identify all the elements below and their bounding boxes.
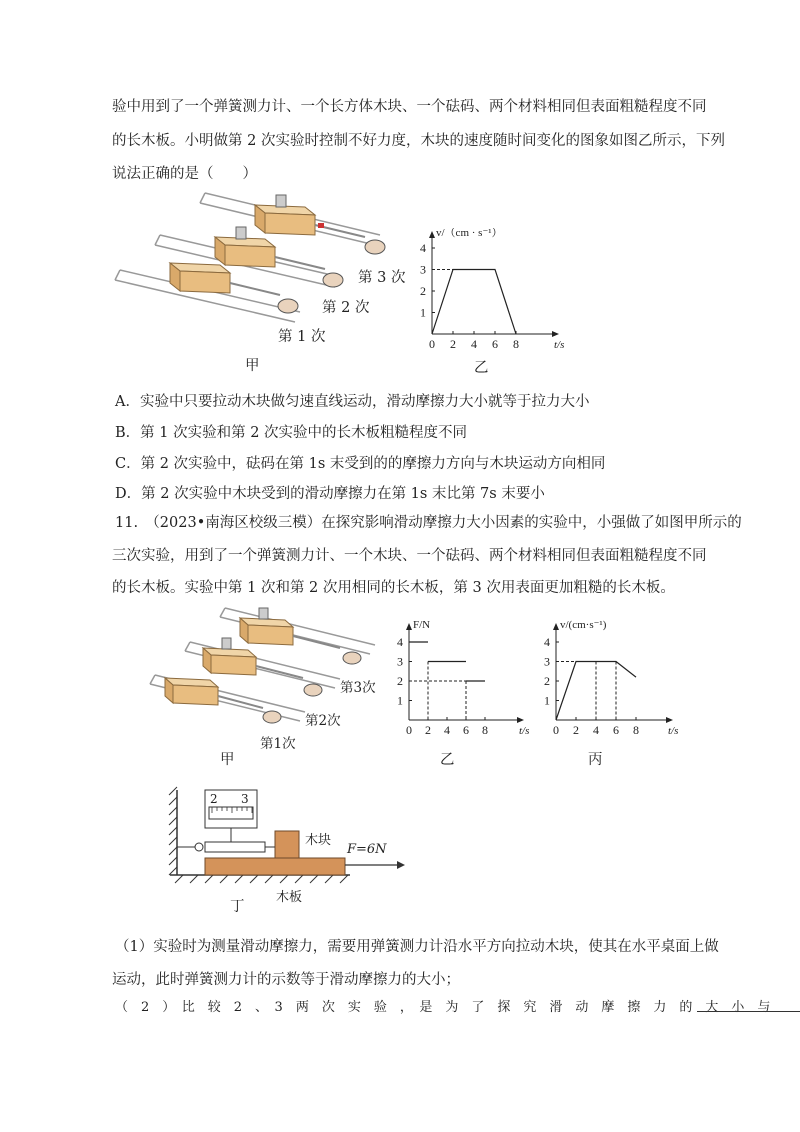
- x-tick-label: 0: [406, 723, 412, 737]
- fig2-caption-yi: 乙: [440, 752, 455, 768]
- intro-line-2: 的长木板。小明做第 2 次实验时控制不好力度，木块的速度随时间变化的图象如图乙所示，下列: [112, 133, 725, 149]
- y-axis-arrow: [553, 623, 559, 630]
- y-axis-label: v/（cm · s⁻¹）: [436, 228, 503, 239]
- fig2-caption-bing: 丙: [588, 752, 603, 768]
- fig2-apparatus: [145, 600, 385, 750]
- fig1-trial-1-label: 第 1 次: [278, 329, 326, 345]
- x-axis-arrow: [666, 717, 673, 723]
- series-line: [432, 270, 516, 335]
- fig2-trial-1-label: 第1次: [260, 736, 296, 752]
- x-axis-label: t/s: [554, 339, 565, 351]
- fig1-trial-3-label: 第 3 次: [358, 270, 406, 286]
- part1-line-1: （1）实验时为测量滑动摩擦力，需要用弹簧测力计沿水平方向拉动木块，使其在水平桌面上做: [115, 939, 719, 955]
- x-tick-label: 4: [593, 723, 599, 737]
- fig1-caption-jia: 甲: [245, 358, 260, 374]
- x-tick-label: 4: [444, 723, 450, 737]
- fig1-apparatus: [110, 185, 400, 380]
- x-tick-label: 8: [513, 337, 519, 351]
- q11-line-1: 11. （2023•南海区校级三模）在探究影响滑动摩擦力大小因素的实验中，小强做了如图甲所示的: [115, 515, 742, 531]
- y-tick-label: 2: [397, 674, 403, 688]
- q11-line-2: 三次实验，用到了一个弹簧测力计、一个木块、一个砝码、两个材料相同但表面粗糙程度不同: [112, 548, 707, 564]
- x-tick-label: 2: [573, 723, 579, 737]
- y-tick-label: 1: [397, 693, 403, 708]
- y-tick-label: 2: [544, 674, 550, 688]
- y-tick-label: 4: [544, 635, 550, 649]
- y-tick-label: 1: [544, 693, 550, 708]
- x-tick-label: 2: [425, 723, 431, 737]
- y-tick-label: 1: [420, 305, 426, 320]
- fig1-trial-2-label: 第 2 次: [322, 300, 370, 316]
- fig2-vt-chart: [540, 615, 690, 750]
- ding-block-label: 木块: [305, 833, 332, 848]
- x-tick-label: 6: [463, 723, 469, 737]
- y-tick-label: 4: [397, 635, 403, 649]
- y-tick-label: 3: [420, 262, 426, 277]
- y-axis-label: F/N: [413, 619, 431, 631]
- x-axis-label: t/s: [668, 725, 679, 737]
- intro-line-3: 说法正确的是（ ）: [112, 166, 257, 182]
- q11-line-3: 的长木板。实验中第 1 次和第 2 次用相同的长木板，第 3 次用表面更加粗糙的长木板。: [112, 580, 675, 596]
- answer-blank[interactable]: [697, 1010, 800, 1012]
- option-c[interactable]: C．第 2 次实验中，砝码在第 1s 末受到的的摩擦力方向与木块运动方向相同: [115, 456, 606, 472]
- y-axis-arrow: [406, 623, 412, 630]
- x-tick-label: 8: [633, 723, 639, 737]
- y-axis-arrow: [429, 231, 435, 238]
- x-axis-arrow: [517, 717, 524, 723]
- x-tick-label: 0: [553, 723, 559, 737]
- x-axis-arrow: [552, 331, 559, 337]
- x-tick-label: 2: [450, 337, 456, 351]
- fig2-caption-ding: 丁: [230, 899, 245, 915]
- block-trial-1: [170, 263, 280, 295]
- x-tick-label: 8: [482, 723, 488, 737]
- x-tick-label: 6: [492, 337, 498, 351]
- y-tick-label: 4: [420, 241, 426, 255]
- y-axis-label: v/(cm·s⁻¹): [560, 619, 607, 631]
- y-tick-label: 3: [397, 654, 403, 669]
- ding-force-label: F=6N: [347, 842, 387, 857]
- x-tick-label: 4: [471, 337, 477, 351]
- ding-scale-2: 2: [210, 792, 218, 806]
- fig2-trial-3-label: 第3次: [340, 680, 376, 696]
- part1-line-2: 运动，此时弹簧测力计的示数等于滑动摩擦力的大小；: [112, 972, 460, 988]
- x-tick-label: 0: [429, 337, 435, 351]
- y-tick-label: 3: [544, 654, 550, 669]
- x-tick-label: 6: [613, 723, 619, 737]
- x-axis-label: t/s: [519, 725, 530, 737]
- part2-line: （ 2 ） 比 较 2 、 3 两 次 实 验 ， 是 为 了 探 究 滑 动 摩 擦 力 的 大 小 与: [115, 1000, 771, 1015]
- series-line: [556, 662, 636, 721]
- ding-board-label: 木板: [276, 890, 303, 905]
- option-b[interactable]: B．第 1 次实验和第 2 次实验中的长木板粗糙程度不同: [115, 425, 468, 441]
- ding-scale-3: 3: [241, 792, 249, 806]
- fig1-vt-chart: [412, 228, 572, 358]
- fig2-ft-chart: [393, 615, 543, 750]
- option-a[interactable]: A．实验中只要拉动木块做匀速直线运动，滑动摩擦力大小就等于拉力大小: [115, 394, 590, 410]
- intro-line-1: 验中用到了一个弹簧测力计、一个长方体木块、一个砝码、两个材料相同但表面粗糙程度不同: [112, 99, 707, 115]
- fig2-ding-setup: [165, 785, 405, 885]
- block-trial-3: [255, 195, 365, 237]
- y-tick-label: 2: [420, 284, 426, 298]
- fig2-trial-2-label: 第2次: [305, 713, 341, 729]
- option-d[interactable]: D．第 2 次实验中木块受到的滑动摩擦力在第 1s 末比第 7s 末要小: [115, 486, 545, 502]
- fig2-caption-jia: 甲: [220, 752, 235, 768]
- fig1-caption-yi: 乙: [474, 360, 489, 376]
